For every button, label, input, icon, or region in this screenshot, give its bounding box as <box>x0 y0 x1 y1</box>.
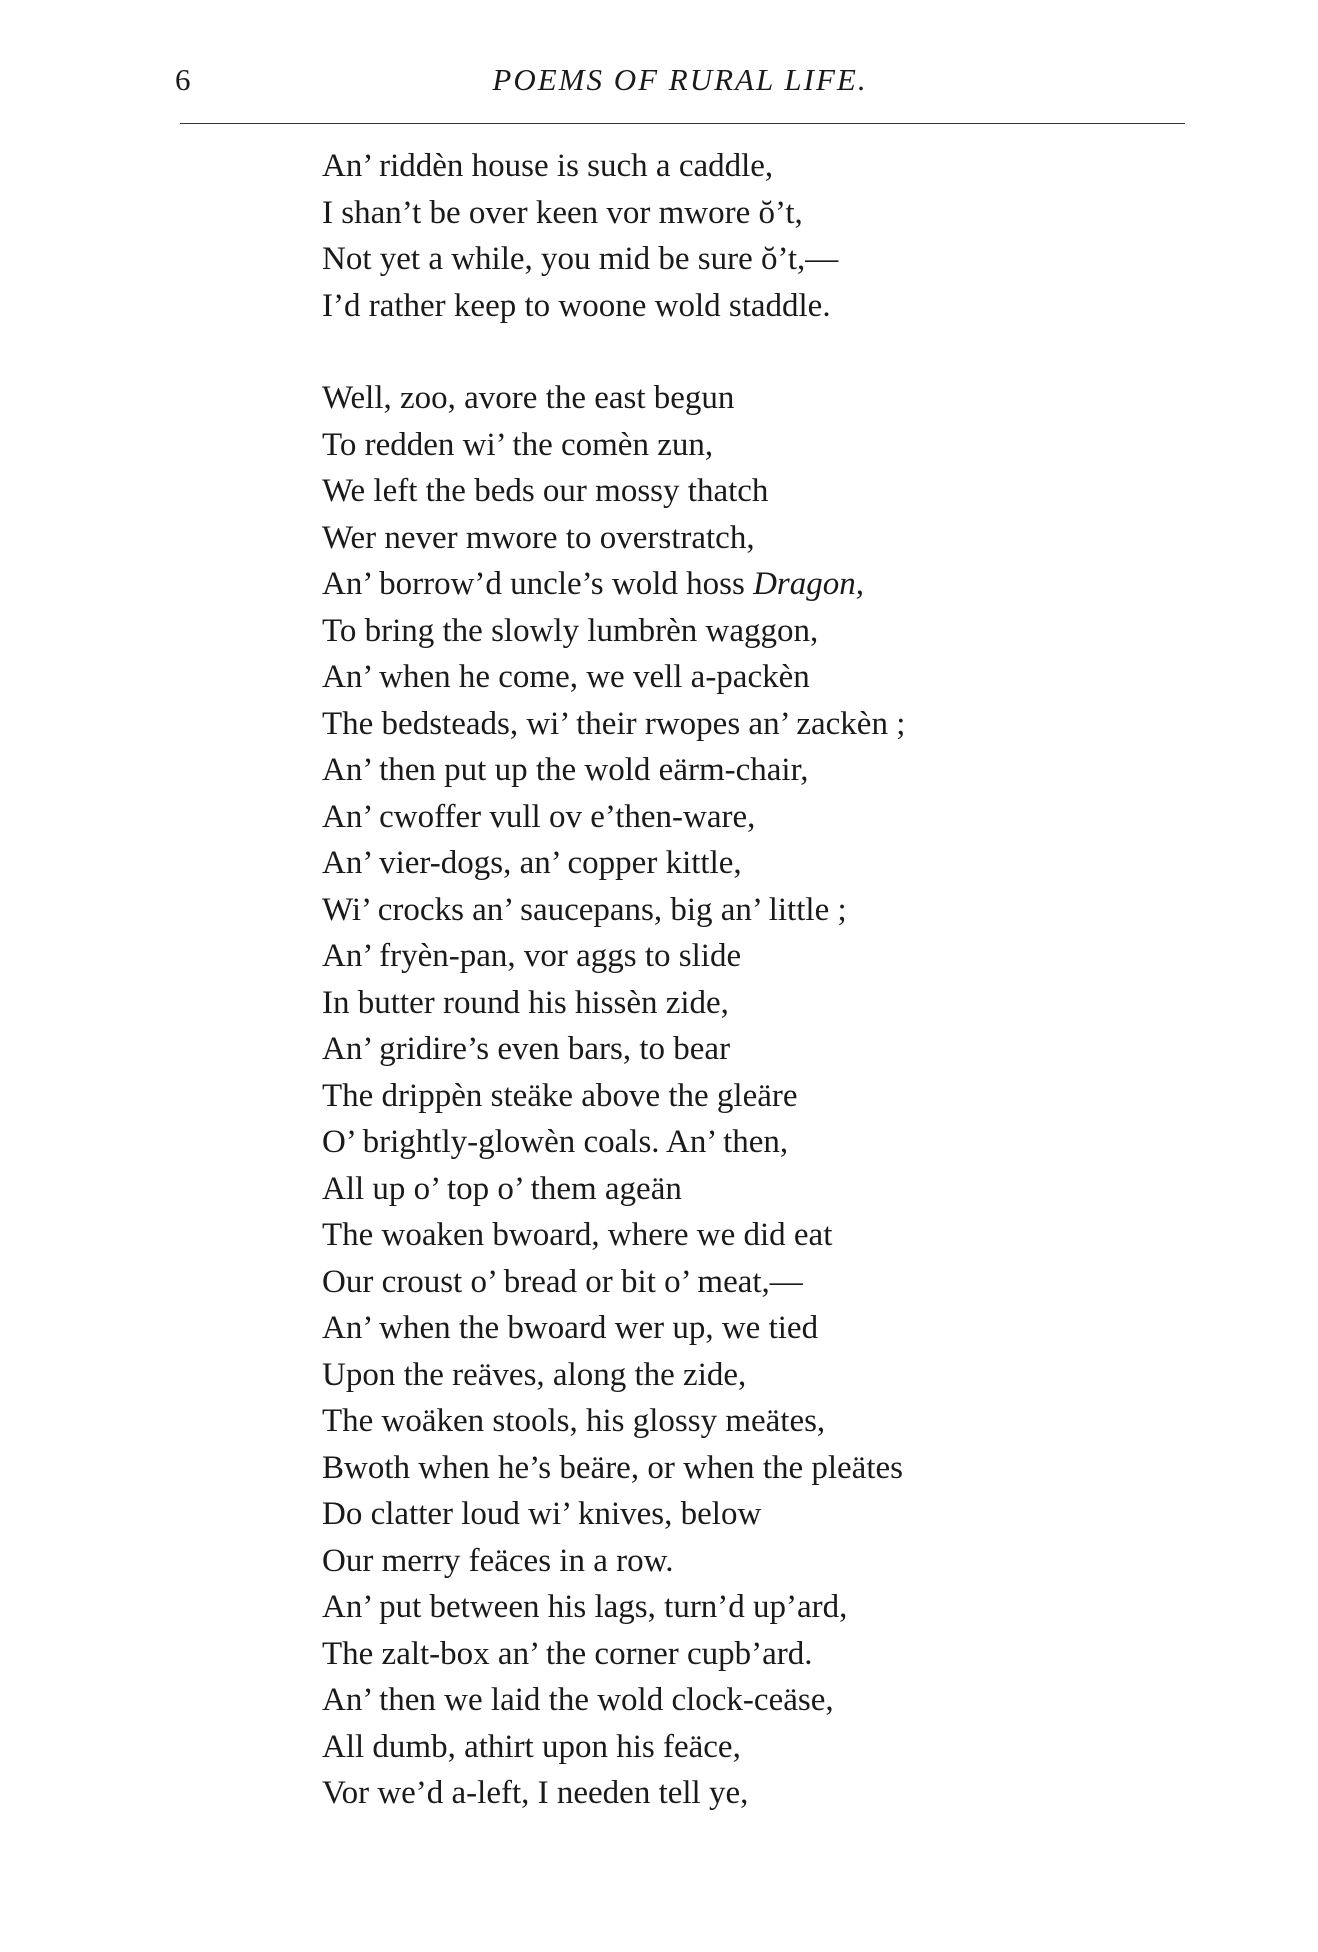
poem-line: An’ gridire’s even bars, to bear <box>322 1031 731 1067</box>
poem-line: To redden wi’ the comèn zun, <box>322 426 714 463</box>
poem-line: I shan’t be over keen vor mwore ŏ’t, <box>322 194 803 231</box>
poem-line: The woäken stools, his glossy meätes, <box>322 1403 826 1439</box>
poem-line: O’ brightly-glowèn coals. An’ then, <box>322 1124 789 1160</box>
poem-line: Well, zoo, avore the east begun <box>322 380 735 416</box>
italic-word: Dragon, <box>753 566 865 602</box>
poem-line: An’ when the bwoard wer up, we tied <box>322 1310 819 1346</box>
stanza-1 <box>322 143 1222 329</box>
page-number: 6 <box>175 62 191 97</box>
poem-line: Wi’ crocks an’ saucepans, big an’ little ; <box>322 891 847 928</box>
poem-line: Upon the reäves, along the zide, <box>322 1356 747 1393</box>
poem-line: The bedsteads, wi’ their rwopes an’ zackèn ; <box>322 705 906 742</box>
poem-line: An’ when he come, we vell a-packèn <box>322 659 810 695</box>
poem-line: Vor we’d a-left, I needen tell ye, <box>322 1775 749 1811</box>
poem-line: All up o’ top o’ them ageän <box>322 1170 682 1207</box>
poem-line: To bring the slowly lumbrèn waggon, <box>322 612 819 649</box>
poem-line: The drippèn steäke above the gleäre <box>322 1077 798 1114</box>
poem-line: All dumb, athirt upon his feäce, <box>322 1728 741 1765</box>
poem-line: The woaken bwoard, where we did eat <box>322 1217 833 1253</box>
poem-line: In butter round his hissèn zide, <box>322 984 729 1021</box>
poem-line: An’ riddèn house is such a caddle, <box>322 148 774 184</box>
poem-line: Our croust o’ bread or bit o’ meat,— <box>322 1263 803 1300</box>
running-head <box>175 60 1185 108</box>
poem-line: Not yet a while, you mid be sure ŏ’t,— <box>322 241 839 277</box>
poem-line: Do clatter loud wi’ knives, below <box>322 1496 762 1532</box>
poem-line: An’ cwoffer vull ov e’then-ware, <box>322 798 756 835</box>
poem-line: Our merry feäces in a row. <box>322 1542 674 1579</box>
stanza-2 <box>322 375 1222 1817</box>
poem-line: Wer never mwore to overstratch, <box>322 519 755 556</box>
poem-line: Bwoth when he’s beäre, or when the pleätes <box>322 1449 903 1486</box>
poem-line: An’ vier-dogs, an’ copper kittle, <box>322 845 742 881</box>
poem-line: We left the beds our mossy thatch <box>322 473 769 509</box>
running-title: POEMS OF RURAL LIFE. <box>492 62 868 97</box>
poem-line: I’d rather keep to woone wold staddle. <box>322 287 831 324</box>
poem-line: An’ put between his lags, turn’d up’ard, <box>322 1589 848 1625</box>
poem-line <box>322 561 1222 608</box>
poem-line-text: An’ borrow’d uncle’s wold hoss <box>322 566 745 602</box>
poem-line: The zalt-box an’ the corner cupb’ard. <box>322 1635 813 1672</box>
poem-text <box>322 143 1222 1817</box>
header-rule <box>180 123 1185 124</box>
poem-line: An’ then put up the wold eärm-chair, <box>322 752 809 788</box>
poem-line: An’ fryèn-pan, vor aggs to slide <box>322 938 742 974</box>
poem-line: An’ then we laid the wold clock-ceäse, <box>322 1682 834 1718</box>
